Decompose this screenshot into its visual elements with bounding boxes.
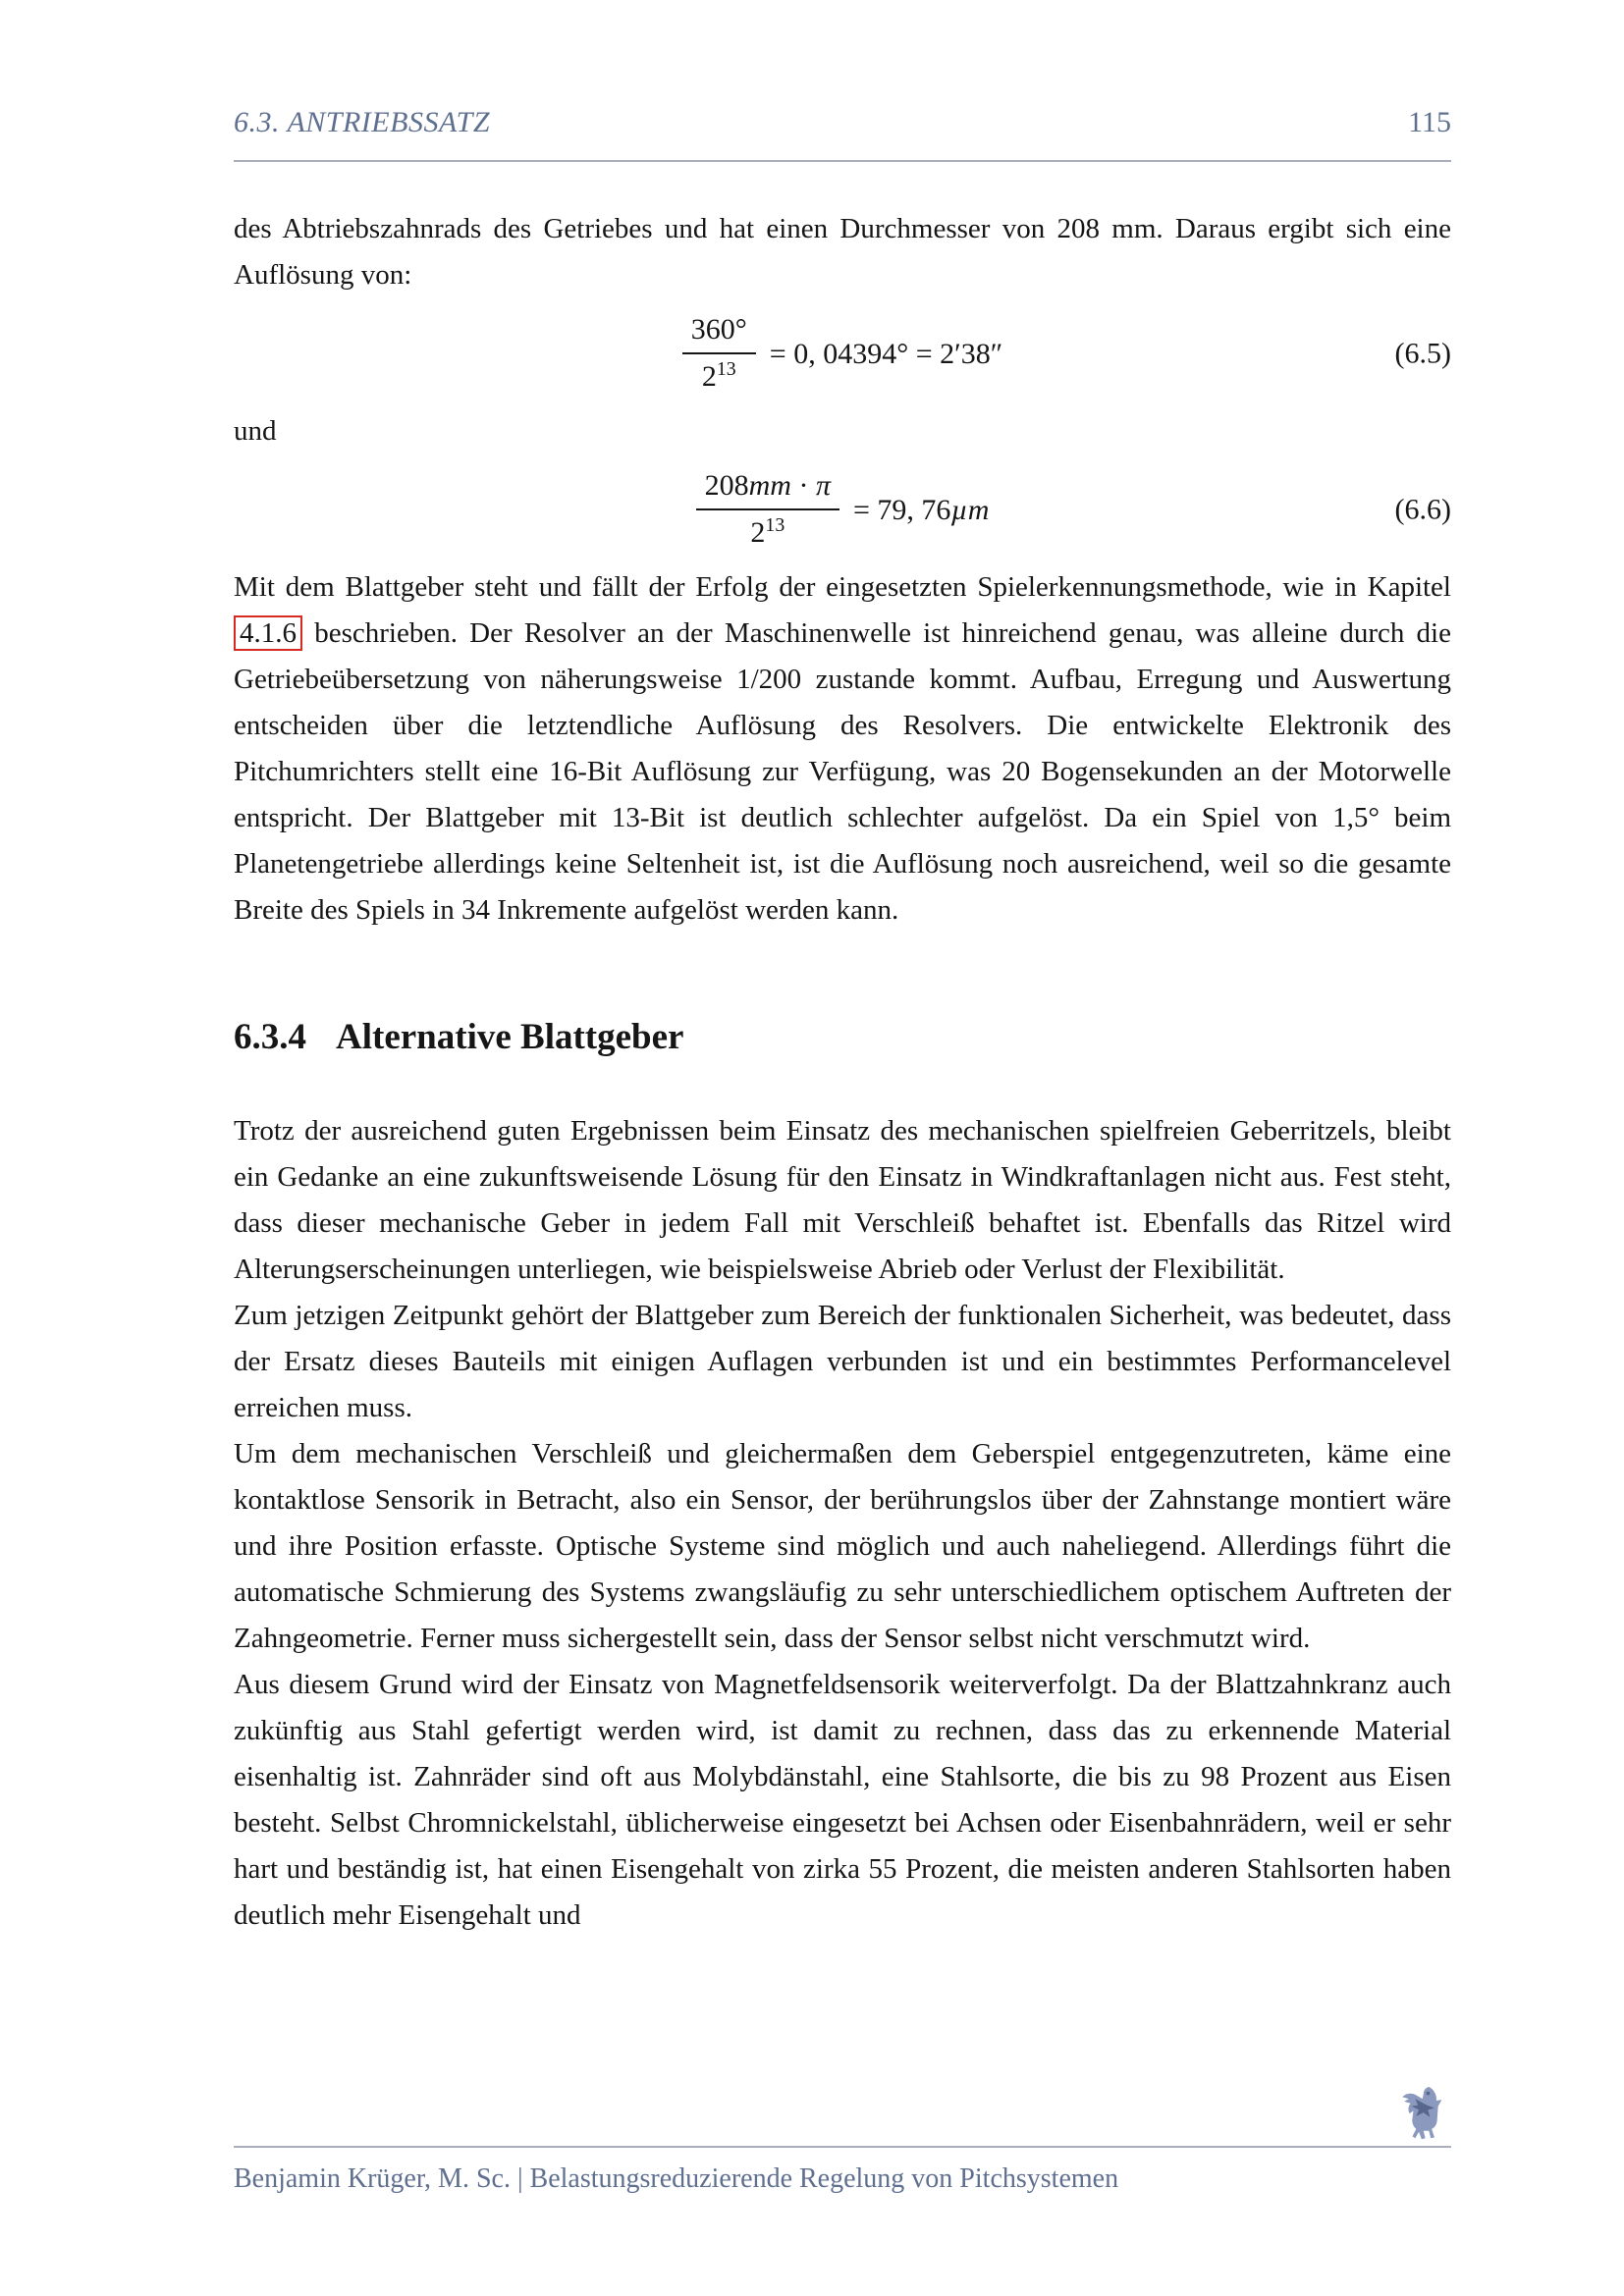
equation-result: [853, 487, 989, 533]
paragraph-3: Um dem mechanischen Verschleiß und gleichermaßen dem Geberspiel entgegenzutreten, käme eine kontaktlose Sensorik in Betracht, also ein Sensor, der berührungslos über der Zahnstange montiert wäre und ihre Position erfasste. Optische Systeme sind möglich und auch naheliegend. Allerdings führt die automatische Schmierung des Systems zwangsläufig zu sehr unterschiedlichem optischem Auftreten der Zahngeometrie. Ferner muss sichergestellt sein, dass der Sensor selbst nicht verschmutzt wird.: [234, 1438, 1451, 1655]
footer-credit-text: Benjamin Krüger, M. Sc. | Belastungsreduzierende Regelung von Pitchsystemen: [234, 2163, 1119, 2194]
fraction-numerator: 360°: [682, 312, 756, 354]
equation-result: = 0, 04394° = 2′38″: [769, 337, 1003, 370]
result-unit: µm: [950, 493, 990, 526]
denominator-base: 2: [750, 516, 766, 549]
denominator-exponent: 13: [716, 358, 736, 380]
equation-number: (6.5): [1394, 337, 1451, 370]
paragraph-2: Zum jetzigen Zeitpunkt gehört der Blattgeber zum Bereich der funktionalen Sicherheit, was bedeutet, dass der Ersatz dieses Bauteils mit einigen Auflagen verbunden ist und ein bestimmtes Performancelevel erreichen muss.: [234, 1300, 1451, 1424]
denominator-base: 2: [701, 360, 717, 393]
footer-rule: [234, 2146, 1451, 2148]
paragraph-text-after-link: beschrieben. Der Resolver an der Maschinenwelle ist hinreichend genau, was alleine durch die Getriebeübersetzung von näherungsweise 1/200 zustande kommt. Aufbau, Erregung und Auswertung entscheiden über die letztendliche Auflösung des Resolvers. Die entwickelte Elektronik des Pitchumrichters stellt eine 16-Bit Auflösung zur Verfügung, was 20 Bogensekunden an der Motorwelle entspricht. Der Blattgeber mit 13-Bit ist deutlich schlechter aufgelöst. Da ein Spiel von 1,5° beim Planetengetriebe allerdings keine Seltenheit ist, ist die Auflösung noch ausreichend, weil so die gesamte Breite des Spiels in 34 Inkremente aufgelöst werden kann.: [234, 617, 1451, 926]
fraction-numerator: [696, 468, 839, 510]
paragraph-text-before-link: Mit dem Blattgeber steht und fällt der Erfolg der eingesetzten Spielerkennungsmethode, wie in Kapitel: [234, 571, 1451, 603]
paragraph-1: Trotz der ausreichend guten Ergebnissen beim Einsatz des mechanischen spielfreien Geberritzels, bleibt ein Gedanke an eine zukunftsweisende Lösung für den Einsatz in Windkraftanlagen nicht aus. Fest steht, dass dieser mechanische Geber in jedem Fall mit Verschleiß behaftet ist. Ebenfalls das Ritzel wird Alterungserscheinungen unterliegen, wie beispielsweise Abrieb oder Verlust der Flexibilität.: [234, 1115, 1451, 1286]
header-section-label: 6.3. ANTRIEBSSATZ: [234, 106, 491, 138]
equation-6-5: [234, 298, 1451, 408]
numerator-unit: mm: [748, 469, 791, 502]
numerator-pi-symbol: π: [815, 469, 831, 502]
equation-number: (6.6): [1394, 493, 1451, 526]
griffin-emblem-icon: [1392, 2085, 1447, 2144]
connector-word: und: [234, 415, 277, 447]
page-footer: [234, 2163, 1451, 2195]
fraction-6-5: [682, 312, 756, 395]
equation-6-6: [234, 454, 1451, 564]
section-title: Alternative Blattgeber: [336, 1017, 684, 1057]
paragraph-4: Aus diesem Grund wird der Einsatz von Magnetfeldsensorik weiterverfolgt. Da der Blattzahnkranz auch zukünftig aus Stahl gefertigt werden wird, ist damit zu rechnen, dass das zu erkennende Material eisenhaltig ist. Zahnräder sind oft aus Molybdänstahl, eine Stahlsorte, die bis zu 98 Prozent aus Eisen besteht. Selbst Chromnickelstahl, üblicherweise eingesetzt bei Achsen oder Eisenbahnrädern, weil er sehr hart und beständig ist, hat einen Eisengehalt von zirka 55 Prozent, die meisten anderen Stahlsorten haben deutlich mehr Eisengehalt und: [234, 1669, 1451, 1932]
paragraph-blattgeber: [234, 564, 1451, 934]
section-heading-6-3-4: [234, 1016, 1451, 1059]
numerator-operator: ·: [790, 469, 816, 502]
section-number: 6.3.4: [234, 1017, 306, 1057]
result-value: = 79, 76: [853, 493, 951, 526]
university-emblem-logo: [1392, 2085, 1447, 2144]
page-header: [234, 106, 1451, 139]
fraction-6-6: [696, 468, 839, 551]
paragraph-intro: des Abtriebszahnrads des Getriebes und hat einen Durchmesser von 208 mm. Daraus ergibt sich eine Auflösung von:: [234, 213, 1451, 291]
denominator-exponent: 13: [765, 514, 785, 536]
chapter-reference-link[interactable]: 4.1.6: [234, 615, 302, 651]
numerator-coefficient: 208: [704, 469, 749, 502]
page-body: [234, 206, 1451, 1939]
header-page-number: 115: [1408, 106, 1451, 138]
fraction-denominator: [696, 510, 839, 551]
header-rule: [234, 160, 1451, 162]
fraction-denominator: [682, 354, 756, 395]
